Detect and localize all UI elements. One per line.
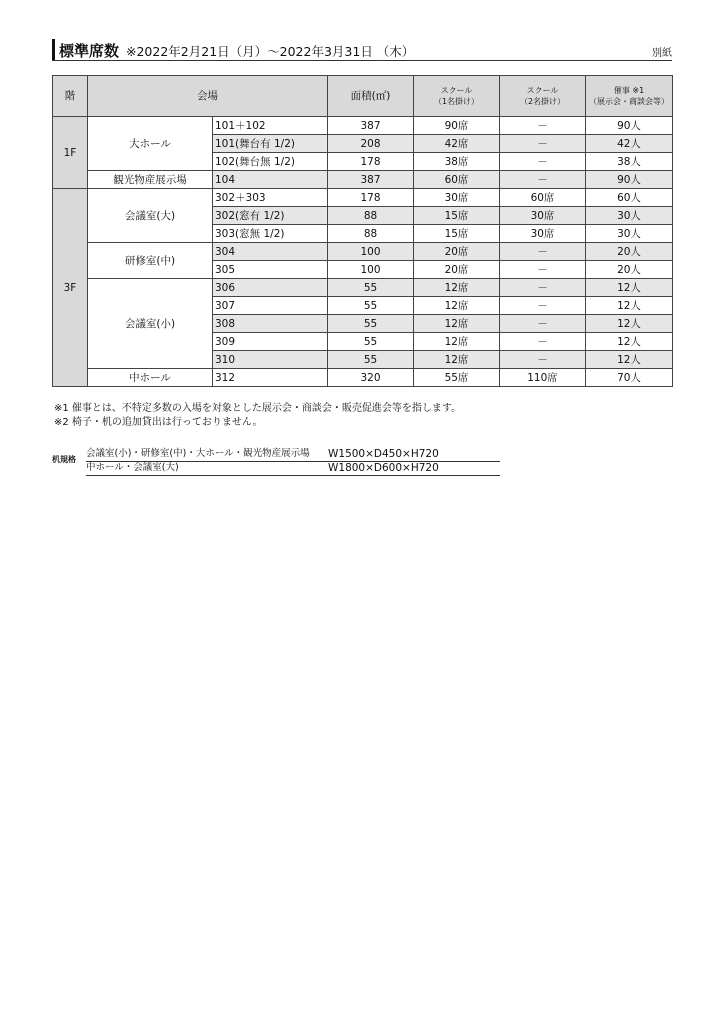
venue-cell: 研修室(中) [88, 243, 213, 279]
school2-cell: － [500, 135, 586, 153]
desk-spec-size: W1500×D450×H720 [328, 448, 439, 460]
area-cell: 55 [328, 351, 414, 369]
school2-cell: － [500, 153, 586, 171]
school2-cell: 110席 [500, 369, 586, 387]
area-cell: 100 [328, 243, 414, 261]
venue-cell: 会議室(小) [88, 279, 213, 369]
school2-cell: － [500, 261, 586, 279]
school2-cell: － [500, 333, 586, 351]
footnotes [54, 402, 461, 430]
desk-spec-rooms: 中ホール・会議室(大) [86, 462, 179, 473]
header-floor: 階 [53, 76, 88, 117]
room-cell: 302＋303 [213, 189, 328, 207]
area-cell: 88 [328, 225, 414, 243]
school2-cell: 30席 [500, 225, 586, 243]
header-event-line1: 催事 ※1 [613, 86, 645, 95]
table-row [53, 189, 673, 207]
room-cell: 101(舞台有 1/2) [213, 135, 328, 153]
header-event [586, 76, 673, 117]
room-cell: 310 [213, 351, 328, 369]
school2-cell: － [500, 351, 586, 369]
event-cell: 20人 [586, 261, 673, 279]
header-school-1-line2: （1名掛け） [433, 97, 480, 106]
room-cell: 101＋102 [213, 117, 328, 135]
school1-cell: 12席 [414, 351, 500, 369]
school1-cell: 12席 [414, 333, 500, 351]
event-cell: 12人 [586, 297, 673, 315]
school2-cell: － [500, 315, 586, 333]
venue-cell: 会議室(大) [88, 189, 213, 243]
desk-spec-row [86, 461, 500, 476]
school2-cell: － [500, 117, 586, 135]
event-cell: 70人 [586, 369, 673, 387]
event-cell: 20人 [586, 243, 673, 261]
area-cell: 55 [328, 279, 414, 297]
school1-cell: 12席 [414, 315, 500, 333]
area-cell: 387 [328, 171, 414, 189]
area-cell: 320 [328, 369, 414, 387]
table-row [53, 171, 673, 189]
school2-cell: 60席 [500, 189, 586, 207]
header-venue: 会場 [88, 76, 328, 117]
room-cell: 302(窓有 1/2) [213, 207, 328, 225]
event-cell: 38人 [586, 153, 673, 171]
desk-spec-size: W1800×D600×H720 [328, 462, 439, 474]
table-header-row [53, 76, 673, 117]
room-cell: 307 [213, 297, 328, 315]
event-cell: 30人 [586, 207, 673, 225]
room-cell: 304 [213, 243, 328, 261]
period-text: ※2022年2月21日（月）～2022年3月31日 （木） [126, 44, 415, 59]
event-cell: 12人 [586, 351, 673, 369]
school2-cell: － [500, 279, 586, 297]
school1-cell: 15席 [414, 207, 500, 225]
area-cell: 208 [328, 135, 414, 153]
header-event-line2: （展示会・商談会等） [589, 97, 669, 106]
event-cell: 12人 [586, 333, 673, 351]
event-cell: 42人 [586, 135, 673, 153]
table-row [53, 117, 673, 135]
table-row [53, 279, 673, 297]
header-school-1 [414, 76, 500, 117]
table-row [53, 369, 673, 387]
floor-cell-1f: 1F [53, 117, 88, 189]
header-rule [52, 60, 672, 61]
school1-cell: 20席 [414, 261, 500, 279]
school1-cell: 30席 [414, 189, 500, 207]
event-cell: 12人 [586, 315, 673, 333]
area-cell: 100 [328, 261, 414, 279]
event-cell: 12人 [586, 279, 673, 297]
page-title: 標準席数 [59, 42, 120, 60]
school1-cell: 12席 [414, 297, 500, 315]
header-school-2-line2: （2名掛け） [519, 97, 566, 106]
area-cell: 178 [328, 153, 414, 171]
school1-cell: 42席 [414, 135, 500, 153]
room-cell: 102(舞台無 1/2) [213, 153, 328, 171]
room-cell: 306 [213, 279, 328, 297]
school2-cell: － [500, 297, 586, 315]
floor-cell-3f: 3F [53, 189, 88, 387]
school1-cell: 90席 [414, 117, 500, 135]
school2-cell: 30席 [500, 207, 586, 225]
area-cell: 88 [328, 207, 414, 225]
seating-table [52, 75, 673, 387]
room-cell: 308 [213, 315, 328, 333]
header-school-2 [500, 76, 586, 117]
header-school-2-line1: スクール [526, 86, 559, 95]
footnote-2: ※2 椅子・机の追加貸出は行っておりません。 [54, 417, 263, 428]
school1-cell: 38席 [414, 153, 500, 171]
desk-spec-row [86, 447, 500, 462]
school2-cell: － [500, 171, 586, 189]
event-cell: 90人 [586, 117, 673, 135]
area-cell: 55 [328, 315, 414, 333]
area-cell: 178 [328, 189, 414, 207]
school1-cell: 15席 [414, 225, 500, 243]
school1-cell: 20席 [414, 243, 500, 261]
room-cell: 305 [213, 261, 328, 279]
event-cell: 60人 [586, 189, 673, 207]
desk-spec [52, 447, 500, 477]
school1-cell: 55席 [414, 369, 500, 387]
room-cell: 312 [213, 369, 328, 387]
venue-cell: 観光物産展示場 [88, 171, 213, 189]
event-cell: 30人 [586, 225, 673, 243]
header-school-1-line1: スクール [440, 86, 473, 95]
page-header [52, 37, 672, 61]
school1-cell: 60席 [414, 171, 500, 189]
footnote-1: ※1 催事とは、不特定多数の入場を対象とした展示会・商談会・販売促進会等を指します。 [54, 403, 462, 414]
venue-cell: 中ホール [88, 369, 213, 387]
venue-cell: 大ホール [88, 117, 213, 171]
room-cell: 104 [213, 171, 328, 189]
table-row [53, 243, 673, 261]
school2-cell: － [500, 243, 586, 261]
area-cell: 387 [328, 117, 414, 135]
title-accent-bar [52, 39, 55, 61]
area-cell: 55 [328, 333, 414, 351]
desk-spec-label: 机規格 [52, 455, 76, 464]
appendix-label: 別紙 [652, 48, 672, 59]
event-cell: 90人 [586, 171, 673, 189]
area-cell: 55 [328, 297, 414, 315]
header-area: 面積(㎡) [328, 76, 414, 117]
room-cell: 303(窓無 1/2) [213, 225, 328, 243]
desk-spec-rooms: 会議室(小)・研修室(中)・大ホール・観光物産展示場 [86, 448, 310, 459]
room-cell: 309 [213, 333, 328, 351]
school1-cell: 12席 [414, 279, 500, 297]
